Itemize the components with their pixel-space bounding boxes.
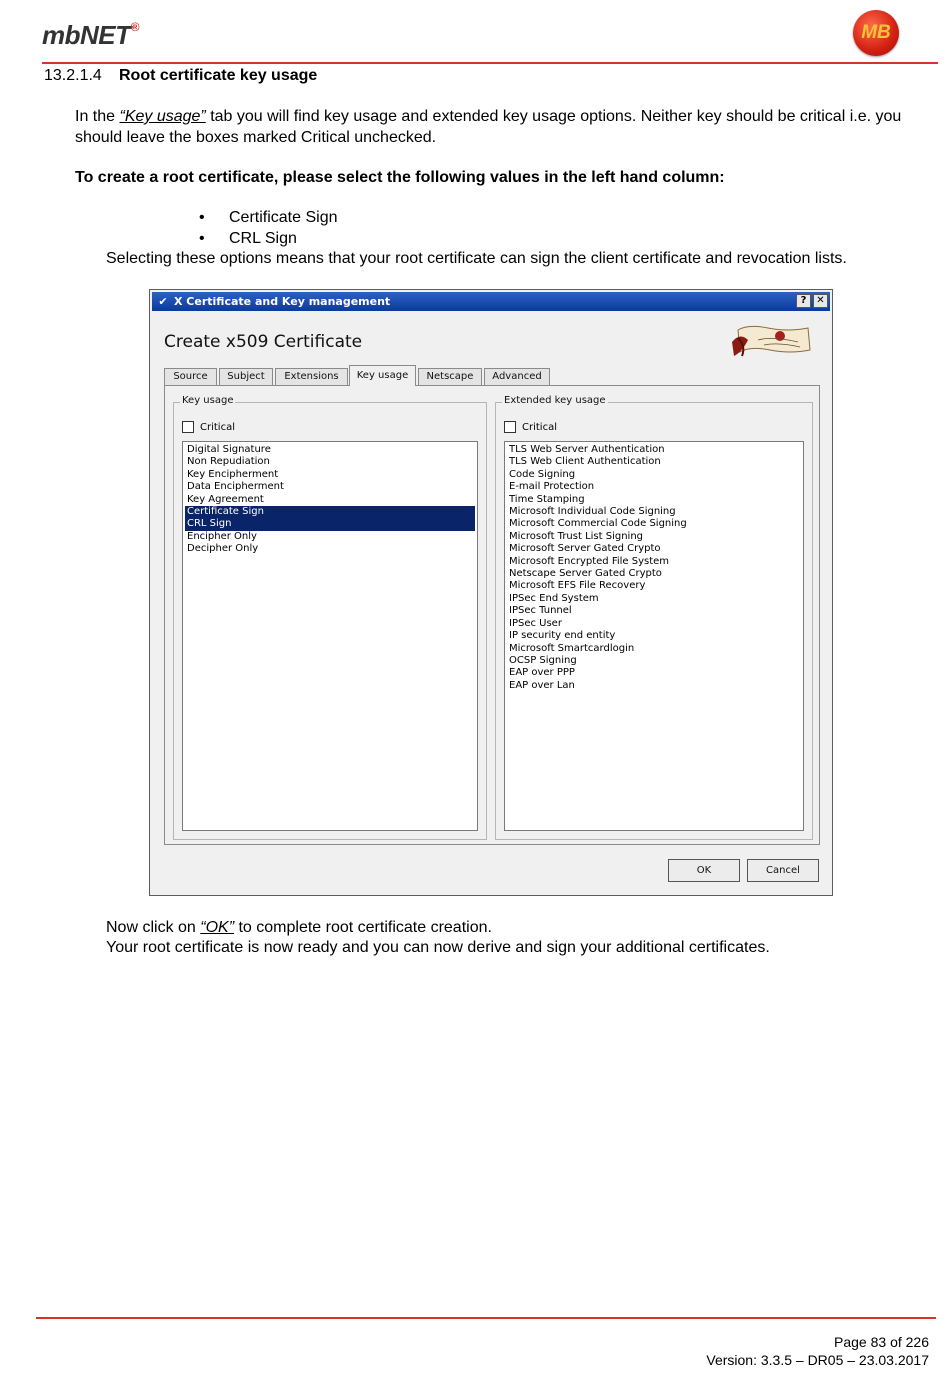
list-item[interactable]: E-mail Protection (509, 481, 595, 493)
extended-key-usage-group (495, 395, 813, 840)
list-item[interactable]: Encipher Only (187, 530, 257, 542)
extended-critical-checkbox[interactable] (504, 421, 557, 433)
key-usage-reference: “Key usage” (119, 108, 206, 125)
list-item[interactable]: Key Encipherment (187, 468, 279, 480)
dialog-heading: Create x509 Certificate (164, 332, 363, 352)
cancel-button[interactable]: Cancel (747, 859, 819, 882)
tab-advanced[interactable]: Advanced (484, 368, 550, 385)
dialog-titlebar (152, 292, 830, 311)
key-usage-group (173, 395, 487, 840)
section-number: 13.2.1.4 (44, 67, 102, 84)
tab-source[interactable]: Source (164, 368, 217, 385)
intro-paragraph: In the “Key usage” tab you will find key usage and extended key usage options. Neither key should be critical i.e. you should leave the boxes marked Critical unchecked. (75, 108, 902, 146)
key-usage-critical-checkbox[interactable] (182, 421, 235, 433)
key-usage-list[interactable] (182, 441, 478, 831)
list-item[interactable]: Time Stamping (509, 493, 585, 505)
list-item[interactable]: Microsoft Smartcardlogin (509, 642, 635, 654)
selection-note: Selecting these options means that your root certificate can sign the client certificate and revocation lists. (106, 250, 847, 267)
footer-divider (36, 1317, 936, 1319)
tab-subject[interactable]: Subject (219, 368, 273, 385)
page-number: Page 83 of 226 (834, 1334, 929, 1350)
list-item[interactable]: IP security end entity (509, 630, 616, 642)
section-heading (44, 67, 317, 85)
list-item-selected[interactable]: Certificate Sign (185, 506, 475, 518)
list-item[interactable]: Data Encipherment (187, 481, 284, 493)
key-usage-group-title: Key usage (182, 395, 234, 406)
bullet-item: • CRL Sign (199, 228, 338, 249)
ok-reference: “OK” (200, 919, 235, 936)
checkmark-app-icon: ✔ (158, 295, 168, 308)
list-item[interactable]: Key Agreement (187, 493, 264, 505)
tab-key-usage[interactable]: Key usage (349, 365, 416, 386)
list-item[interactable]: Decipher Only (187, 543, 259, 555)
list-item[interactable]: EAP over Lan (509, 679, 575, 691)
list-item[interactable]: Microsoft Commercial Code Signing (509, 518, 687, 530)
tab-netscape[interactable]: Netscape (418, 368, 482, 385)
list-item[interactable]: Microsoft Server Gated Crypto (509, 543, 661, 555)
critical-label: Critical (200, 421, 235, 433)
section-title: Root certificate key usage (119, 67, 318, 84)
ok-button[interactable]: OK (668, 859, 740, 882)
instruction-text: To create a root certificate, please select the following values in the left hand column: (75, 169, 725, 186)
list-item[interactable]: OCSP Signing (509, 654, 577, 666)
list-item[interactable]: IPSec User (509, 617, 562, 629)
xca-scroll-logo-icon (728, 322, 816, 360)
list-item[interactable]: Microsoft Trust List Signing (509, 530, 644, 542)
completion-text: Your root certificate is now ready and you can now derive and sign your additional certificates. (106, 939, 770, 956)
list-item[interactable]: Digital Signature (187, 444, 271, 455)
tab-extensions[interactable]: Extensions (275, 368, 348, 385)
list-item[interactable]: Microsoft Individual Code Signing (509, 506, 676, 518)
help-button[interactable]: ? (796, 294, 811, 308)
close-button[interactable]: ✕ (813, 294, 828, 308)
certificate-dialog (149, 289, 833, 896)
header-divider (42, 62, 938, 64)
list-item[interactable]: TLS Web Client Authentication (509, 456, 661, 468)
critical-label: Critical (522, 421, 557, 433)
list-item[interactable]: Non Repudiation (187, 456, 270, 468)
extended-key-usage-group-title: Extended key usage (504, 395, 606, 406)
mb-badge-logo: MB (853, 10, 899, 56)
list-item[interactable]: Microsoft EFS File Recovery (509, 580, 646, 592)
list-item[interactable]: Code Signing (509, 468, 576, 480)
list-item[interactable]: EAP over PPP (509, 667, 575, 679)
bullet-item: • Certificate Sign (199, 207, 338, 228)
checkbox-box[interactable] (182, 421, 194, 433)
list-item-selected[interactable]: CRL Sign (185, 518, 475, 530)
list-item[interactable]: Microsoft Encrypted File System (509, 555, 670, 567)
checkbox-box[interactable] (504, 421, 516, 433)
list-item[interactable]: Netscape Server Gated Crypto (509, 568, 662, 580)
extended-key-usage-list[interactable] (504, 441, 804, 831)
list-item[interactable]: IPSec Tunnel (509, 605, 572, 617)
bullet-list (199, 207, 338, 249)
version-info: Version: 3.3.5 – DR05 – 23.03.2017 (706, 1352, 929, 1368)
ok-instruction: Now click on “OK” to complete root certificate creation. (106, 919, 492, 936)
mbnet-logo: mbNET® (42, 20, 139, 50)
key-usage-panel (164, 385, 820, 845)
list-item[interactable]: IPSec End System (509, 592, 599, 604)
dialog-title: X Certificate and Key management (174, 295, 391, 308)
list-item[interactable]: TLS Web Server Authentication (509, 444, 665, 455)
